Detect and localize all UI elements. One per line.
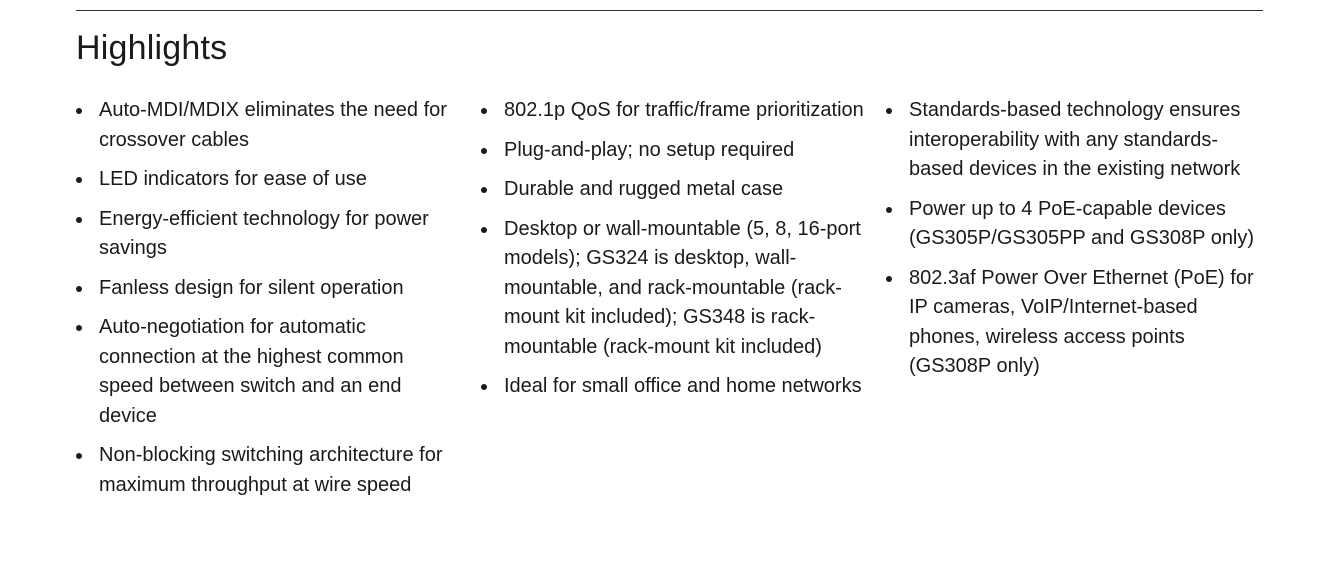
highlight-text: Plug-and-play; no setup required bbox=[504, 138, 795, 161]
bullet-icon bbox=[76, 217, 82, 223]
highlight-item bbox=[481, 96, 865, 126]
bullet-icon bbox=[481, 148, 487, 154]
highlight-text: Non-blocking switching architecture for maximum throughput at wire speed bbox=[99, 444, 443, 496]
bullet-icon bbox=[481, 384, 487, 390]
bullet-icon bbox=[481, 108, 487, 114]
bullet-icon bbox=[76, 177, 82, 183]
highlight-item bbox=[76, 274, 448, 304]
highlight-text: Auto-MDI/MDIX eliminates the need for crossover cables bbox=[99, 99, 447, 151]
bullet-icon bbox=[76, 325, 82, 331]
bullet-icon bbox=[76, 108, 82, 114]
bullet-icon bbox=[76, 453, 82, 459]
bullet-icon bbox=[76, 286, 82, 292]
section-title: Highlights bbox=[76, 29, 228, 67]
highlight-item bbox=[481, 175, 865, 205]
highlight-text: LED indicators for ease of use bbox=[99, 168, 367, 190]
highlight-text: Desktop or wall-mountable (5, 8, 16-port models); GS324 is desktop, wall-mountable, and rack-mountable (rack-mount kit included); GS348 is rack-mountable (rack-mount kit included) bbox=[504, 217, 861, 358]
highlight-text: Fanless design for silent operation bbox=[99, 276, 404, 299]
highlights-column-3 bbox=[886, 96, 1258, 392]
section-divider bbox=[76, 10, 1263, 11]
highlight-text: Auto-negotiation for automatic connection at the highest common speed between switch and an end device bbox=[99, 316, 404, 427]
highlight-text: Power up to 4 PoE-capable devices (GS305P/GS305PP and GS308P only) bbox=[909, 197, 1255, 249]
highlight-item bbox=[886, 264, 1258, 382]
highlight-item bbox=[76, 165, 448, 195]
highlight-text: Standards-based technology ensures interoperability with any standards-based devices in the existing network bbox=[909, 99, 1241, 180]
highlight-text: 802.3af Power Over Ethernet (PoE) for IP cameras, VoIP/Internet-based phones, wireless access points (GS308P only) bbox=[909, 266, 1254, 377]
highlight-item bbox=[76, 96, 448, 155]
highlight-item bbox=[481, 215, 865, 363]
bullet-icon bbox=[886, 207, 892, 213]
highlights-column-2 bbox=[481, 96, 865, 412]
highlight-item bbox=[481, 372, 865, 402]
bullet-icon bbox=[481, 187, 487, 193]
highlight-item bbox=[76, 205, 448, 264]
highlight-item bbox=[481, 136, 865, 166]
bullet-icon bbox=[886, 108, 892, 114]
highlight-item bbox=[886, 195, 1258, 254]
highlight-text: Ideal for small office and home networks bbox=[504, 375, 862, 397]
highlight-text: Durable and rugged metal case bbox=[504, 178, 784, 200]
bullet-icon bbox=[886, 276, 892, 282]
highlight-item bbox=[886, 96, 1258, 185]
highlight-item bbox=[76, 313, 448, 431]
highlight-item bbox=[76, 441, 448, 500]
highlights-column-1 bbox=[76, 96, 448, 510]
highlight-text: 802.1p QoS for traffic/frame prioritization bbox=[504, 99, 864, 121]
bullet-icon bbox=[481, 227, 487, 233]
highlight-text: Energy-efficient technology for power savings bbox=[99, 207, 429, 259]
